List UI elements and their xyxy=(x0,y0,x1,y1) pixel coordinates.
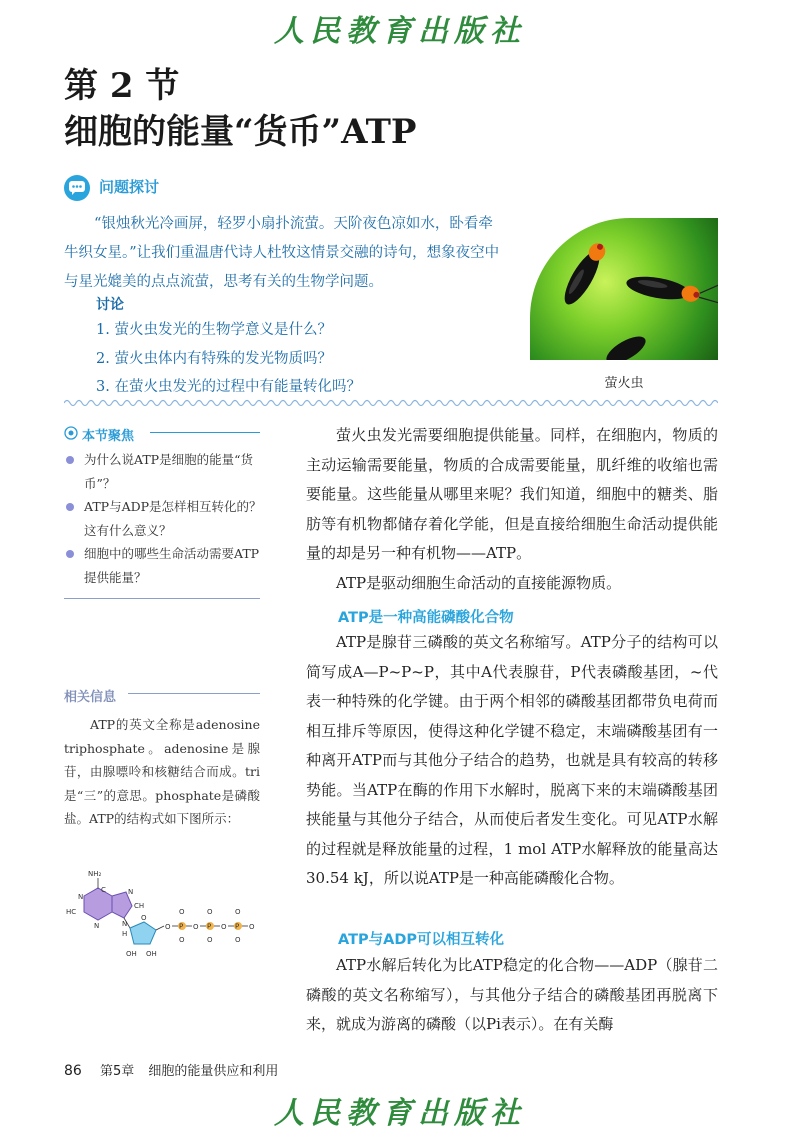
label-o: O xyxy=(141,914,147,922)
label-c: C xyxy=(101,886,106,894)
label-h: H xyxy=(122,930,128,938)
label-o: O xyxy=(207,936,213,944)
label-p: P xyxy=(235,922,240,931)
atp-structure-diagram xyxy=(64,866,274,961)
main-block-2 xyxy=(306,628,718,894)
firefly-photo xyxy=(530,218,718,360)
chapter-label: 第5章 xyxy=(99,1064,135,1079)
focus-item: 细胞中的哪些生命活动需要ATP提供能量？ xyxy=(64,542,264,589)
label-o: O xyxy=(235,936,241,944)
label-oh: OH xyxy=(126,950,137,958)
subheading: ATP与ADP可以相互转化 xyxy=(338,932,504,948)
focus-item: ATP与ADP是怎样相互转化的？这有什么意义？ xyxy=(64,495,264,542)
label-o: O xyxy=(179,936,185,944)
discussion-list xyxy=(96,316,496,402)
focus-bottom-rule xyxy=(64,598,260,599)
main-paragraph: ATP水解后转化为比ATP稳定的化合物——ADP（腺苷二磷酸的英文名称缩写），与其他分子结合的磷酸基团再脱离下来，就成为游离的磷酸（以Pi表示）。在有关酶 xyxy=(306,956,718,1033)
main-paragraph: ATP是驱动细胞生命活动的直接能源物质。 xyxy=(336,573,622,592)
discussion-heading: 讨论 xyxy=(96,297,124,313)
focus-heading: 本节聚焦 xyxy=(82,429,135,444)
main-paragraph: ATP是腺苷三磷酸的英文名称缩写。ATP分子的结构可以简写成A—P~P~P，其中A代表腺苷，P代表磷酸基团，~代表一种特殊的化学键。由于两个相邻的磷酸基团都带负电荷而相互排斥等原因，使得这种化学键不稳定，末端磷酸基团有一种离开ATP而与其他分子结合的趋势，也就是具有较高的转移势能。当ATP在酶的作用下水解时，脱离下来的末端磷酸基团挟能量与其他分子结合，从而使后者发生变化。可见ATP水解的过程就是释放能量的过程，1 mol ATP水解释放的能量高达30.54 kJ，所以说ATP是一种高能磷酸化合物。 xyxy=(306,633,718,887)
focus-list xyxy=(64,448,264,589)
related-info-rule xyxy=(128,693,260,694)
main-block-3 xyxy=(306,951,718,1040)
label-ch: CH xyxy=(134,902,145,910)
publisher-logo-bottom: 人民教育出版社 xyxy=(274,1096,526,1131)
label-o: O xyxy=(193,923,199,931)
label-n: N xyxy=(128,888,134,896)
discussion-item: 1. 萤火虫发光的生物学意义是什么？ xyxy=(96,322,332,338)
label-hc: HC xyxy=(66,908,77,916)
label-o: O xyxy=(235,908,241,916)
related-info-heading: 相关信息 xyxy=(64,690,117,705)
chat-bubble-icon xyxy=(64,175,90,201)
page-number: 86 xyxy=(64,1063,82,1079)
discussion-item: 3. 在萤火虫发光的过程中有能量转化吗？ xyxy=(96,379,361,395)
section-number: 第 2 节 xyxy=(64,66,180,106)
label-p: P xyxy=(207,922,212,931)
label-n: N xyxy=(78,893,84,901)
chapter-title: 细胞的能量供应和利用 xyxy=(148,1064,279,1079)
label-o: O xyxy=(179,908,185,916)
label-n: N xyxy=(94,922,100,930)
focus-rule xyxy=(150,432,260,433)
label-n: N xyxy=(122,920,128,928)
label-o: O xyxy=(221,923,227,931)
subheading: ATP是一种高能磷酸化合物 xyxy=(338,610,514,626)
main-paragraph: 萤火虫发光需要细胞提供能量。同样，在细胞内，物质的主动运输需要能量，物质的合成需要能量，肌纤维的收缩也需要能量。这些能量从哪里来呢？我们知道，细胞中的糖类、脂肪等有机物都储存着化学能，但是直接给细胞生命活动提供能量的却是另一种有机物——ATP。 xyxy=(306,426,718,562)
main-block-1 xyxy=(306,421,718,598)
photo-caption: 萤火虫 xyxy=(604,376,644,391)
question-heading: 问题探讨 xyxy=(99,178,160,196)
poem-paragraph: “银烛秋光冷画屏，轻罗小扇扑流萤。天阶夜色凉如水，卧看牵牛织女星。”让我们重温唐代诗人杜牧这情景交融的诗句，想象夜空中与星光媲美的点点流萤，思考有关的生物学问题。 xyxy=(64,216,500,290)
label-o: O xyxy=(207,908,213,916)
discussion-item: 2. 萤火虫体内有特殊的发光物质吗？ xyxy=(96,350,332,367)
label-oh: OH xyxy=(146,950,157,958)
label-nh2: NH₂ xyxy=(88,870,102,878)
publisher-logo-top: 人民教育出版社 xyxy=(274,14,526,49)
wavy-divider xyxy=(64,398,718,408)
related-info-text: ATP的英文全称是adenosine triphosphate。adenosine是腺苷，由腺嘌呤和核糖结合而成。tri是“三”的意思。phosphate是磷酸盐。ATP的结构式如下图所示： xyxy=(64,717,260,826)
label-p: P xyxy=(179,922,184,931)
section-title: 细胞的能量“货币”ATP xyxy=(64,112,417,152)
label-o: O xyxy=(249,923,255,931)
target-icon xyxy=(64,425,78,439)
label-o: O xyxy=(165,923,171,931)
page-footer xyxy=(64,1060,278,1079)
focus-item: 为什么说ATP是细胞的能量“货币”？ xyxy=(64,448,264,495)
